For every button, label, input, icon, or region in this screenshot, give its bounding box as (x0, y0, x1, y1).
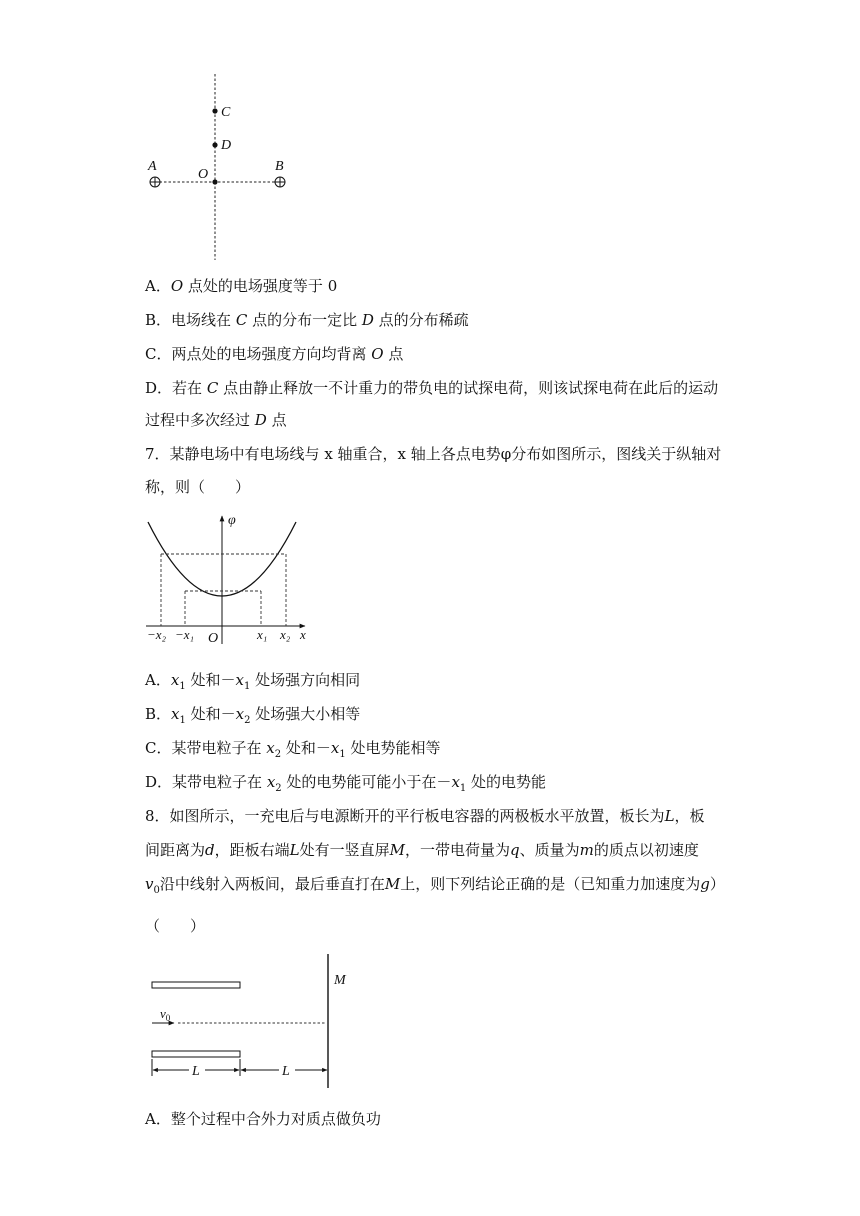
label-neg-x1: −x₁ (175, 627, 195, 642)
q7-option-b: B．$x_1$ 处和$-x_2$ 处场强大小相等 (145, 705, 361, 726)
point-c (212, 108, 217, 113)
label-x: x (300, 627, 306, 642)
point-o (212, 179, 217, 184)
label-a: A (148, 159, 157, 174)
label-v0: $v_0$ (160, 1006, 171, 1023)
q6-option-a: A．O 点处的电场强度等于 0 (145, 277, 338, 295)
q7-option-d: D．某带电粒子在 $x_2$ 处的电势能可能小于在$-x_1$ 处的电势能 (145, 773, 547, 794)
q7-option-c: C．某带电粒子在 $x_2$ 处和$-x_1$ 处电势能相等 (145, 739, 441, 760)
q8-option-a: A．整个过程中合外力对质点做负功 (145, 1110, 381, 1128)
label-c: C (221, 105, 231, 120)
label-phi: φ (228, 513, 236, 528)
q8-stem-line2: 间距离为d，距板右端L处有一竖直屏M，一带电荷量为q、质量为m的质点以初速度 (145, 841, 699, 859)
q7-stem-line2: 称，则（ ） (145, 478, 251, 496)
figure-q7-potential (140, 508, 320, 648)
label-length-1: L (192, 1064, 200, 1079)
label-x1: x₁ (257, 627, 268, 642)
q6-option-b: B．电场线在 C 点的分布一定比 D 点的分布稀疏 (145, 311, 469, 329)
dashed-guides (161, 554, 286, 626)
point-d (212, 142, 217, 147)
q6-option-d-cont: 过程中多次经过 D 点 (145, 411, 287, 429)
charge-b-icon (275, 177, 285, 187)
label-origin: O (208, 631, 219, 646)
charge-a-icon (150, 177, 160, 187)
q8-stem-line1: 8．如图所示，一充电后与电源断开的平行板电容器的两极板水平放置，板长为L，板 (145, 807, 705, 825)
figure-q8-capacitor (140, 950, 360, 1092)
q6-option-c: C．两点处的电场强度方向均背离 O 点 (145, 345, 404, 363)
lower-plate (152, 1051, 240, 1057)
label-x2: x₂ (280, 627, 291, 642)
q8-stem-line4: （ ） (145, 917, 206, 935)
figure-q6-charges (140, 70, 310, 265)
label-neg-x2: −x₂ (147, 627, 167, 642)
label-b: B (275, 159, 284, 174)
upper-plate (152, 982, 240, 988)
label-screen-m: M (334, 973, 346, 988)
q6-option-d: D．若在 C 点由静止释放一不计重力的带负电的试探电荷，则该试探电荷在此后的运动 (145, 379, 719, 397)
label-o: O (198, 167, 209, 182)
label-d: D (221, 138, 232, 153)
q7-option-a: A．$x_1$ 处和$-x_1$ 处场强方向相同 (145, 671, 361, 692)
label-length-2: L (282, 1064, 290, 1079)
q7-stem-line1: 7．某静电场中有电场线与 x 轴重合，x 轴上各点电势φ分布如图所示，图线关于纵轴对 (145, 445, 722, 463)
q8-stem-line3: $v_0$沿中线射入两板间，最后垂直打在M上，则下列结论正确的是（已知重力加速度为g） (145, 875, 725, 896)
